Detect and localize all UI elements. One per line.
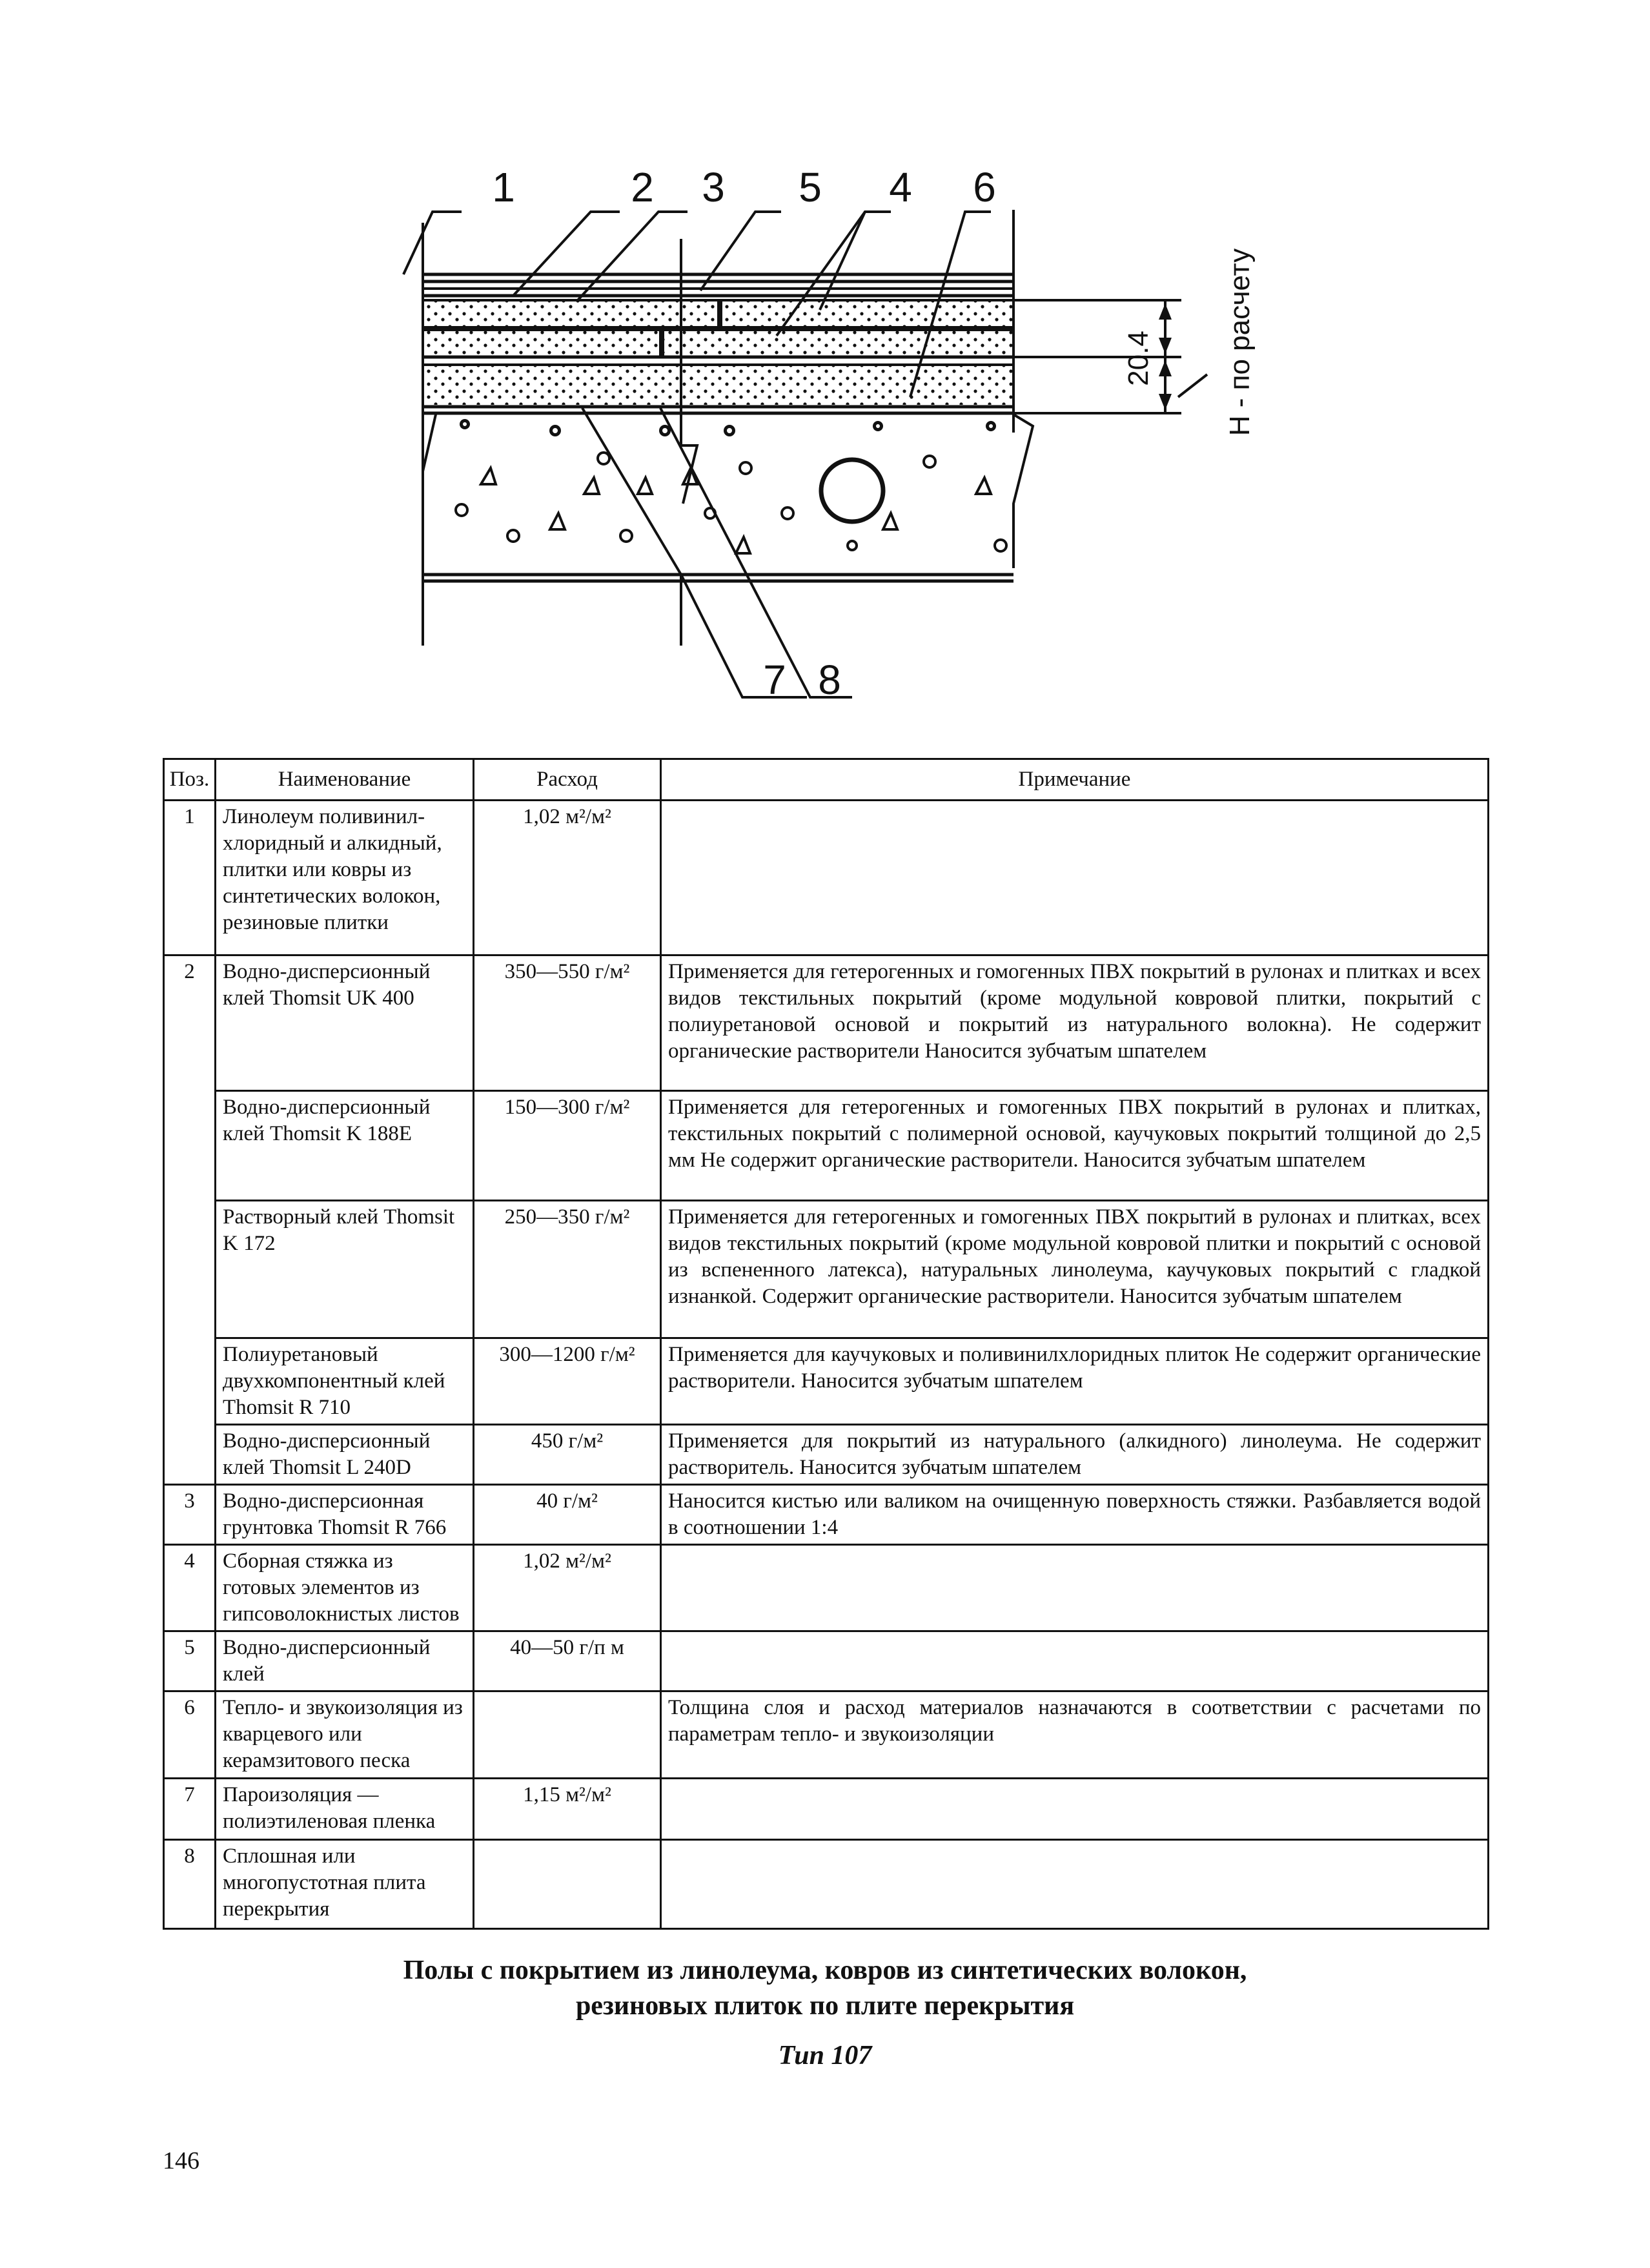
row-name: Сплошная или многопустотная плита перекрытия [216,1840,474,1929]
row-pos [164,1338,216,1425]
materials-table [163,758,1489,1930]
row-note: Применяется для каучуковых и поливинилхлоридных плиток Не содержит органические растворители. Наносится зубчатым шпателем [661,1338,1489,1425]
row-name: Тепло- и звукоизоляция из кварцевого или керамзитового песка [216,1691,474,1779]
row-name: Полиуретановый двухкомпонентный клей Thomsit R 710 [216,1338,474,1425]
row-name: Растворный клей Thomsit K 172 [216,1201,474,1338]
row-note: Применяется для гетерогенных и гомогенных ПВХ покрытий в рулонах и плитках и всех видов текстильных покрытий (кроме модульной ковровой плитки, покрытий с полиуретановой основой и покрытий из натурального волокна). Не содержит органические растворители Наносится зубчатым шпателем [661,955,1489,1091]
row-rate: 1,15 м²/м² [474,1779,661,1840]
row-name: Водно-дисперсионная грунтовка Thomsit R 766 [216,1485,474,1545]
callout-2: 2 [631,164,654,210]
row-pos: 8 [164,1840,216,1929]
row-rate: 300—1200 г/м² [474,1338,661,1425]
table-row [164,1201,1489,1338]
row-pos: 3 [164,1485,216,1545]
header-rate: Расход [474,759,661,801]
table-row [164,1840,1489,1929]
row-pos: 5 [164,1631,216,1691]
callout-8: 8 [818,657,841,703]
table-row [164,801,1489,955]
row-pos: 2 [164,955,216,1091]
table-row [164,1338,1489,1425]
row-pos [164,1201,216,1338]
row-note: Применяется для гетерогенных и гомогенных ПВХ покрытий в рулонах и плитках, всех видов текстильных покрытий (кроме модульной ковровой плитки и покрытий с основой из вспененного латекса), натуральных линолеума, каучуковых покрытий с гладкой изнанкой. Содержит органические растворители. Наносится зубчатым шпателем [661,1201,1489,1338]
table-row [164,1425,1489,1485]
row-note: Толщина слоя и расход материалов назначаются в соответствии с расчетами по параметрам тепло- и звукоизоляции [661,1691,1489,1779]
table-row [164,1691,1489,1779]
row-rate: 1,02 м²/м² [474,1545,661,1631]
row-rate: 40—50 г/п м [474,1631,661,1691]
callout-5: 5 [799,164,822,210]
row-name: Водно-дисперсионный клей Thomsit K 188E [216,1091,474,1201]
table-row [164,955,1489,1091]
floor-section-drawing [362,142,1291,723]
row-note: Применяется для покрытий из натурального (алкидного) линолеума. Не содержит растворитель. Наносится зубчатым шпателем [661,1425,1489,1485]
row-pos: 6 [164,1691,216,1779]
callout-7: 7 [763,657,786,703]
row-pos [164,1425,216,1485]
row-rate [474,1840,661,1929]
table-row [164,1091,1489,1201]
row-note [661,1779,1489,1840]
row-rate [474,1691,661,1779]
caption-line-2: резиновых плиток по плите перекрытия [575,1991,1075,2021]
row-rate: 40 г/м² [474,1485,661,1545]
floor-slab [423,414,1033,646]
insulation-sand [423,365,1013,405]
row-note [661,1840,1489,1929]
row-pos: 4 [164,1545,216,1631]
header-note: Примечание [661,759,1489,801]
row-name: Сборная стяжка из готовых элементов из гипсоволокнистых листов [216,1545,474,1631]
table-row [164,1485,1489,1545]
caption-line-1: Полы с покрытием из линолеума, ковров из синтетических волокон, [403,1956,1247,1985]
row-name: Пароизоляция — полиэтиленовая пленка [216,1779,474,1840]
row-note [661,801,1489,955]
table-row [164,1779,1489,1840]
row-name: Водно-дисперсионный клей Thomsit UK 400 [216,955,474,1091]
table-row [164,1631,1489,1691]
finish-layers [423,274,1013,296]
thickness-note: Н - по расчету [1224,248,1256,436]
row-note: Применяется для гетерогенных и гомогенных ПВХ покрытий в рулонах и плитках, текстильных покрытий с полимерной основой, каучуковых покрытий толщиной до 2,5 мм Не содержит органические растворители. Наносится зубчатым шпателем [661,1091,1489,1201]
page-number: 146 [163,2147,199,2174]
callout-6: 6 [973,164,996,210]
row-pos: 7 [164,1779,216,1840]
figure-caption [163,1953,1487,2101]
row-rate: 250—350 г/м² [474,1201,661,1338]
callout-4: 4 [889,164,912,210]
table-header-row [164,759,1489,801]
row-rate: 150—300 г/м² [474,1091,661,1201]
type-label: Тип 107 [778,2041,872,2070]
row-pos: 1 [164,801,216,955]
row-note [661,1545,1489,1631]
row-rate: 450 г/м² [474,1425,661,1485]
dimension-value: 20.4 [1123,331,1154,386]
row-rate: 350—550 г/м² [474,955,661,1091]
row-note [661,1631,1489,1691]
dimension-line [1013,300,1207,413]
table-row [164,1545,1489,1631]
row-name: Водно-дисперсионный клей [216,1631,474,1691]
row-pos [164,1091,216,1201]
row-name: Водно-дисперсионный клей Thomsit L 240D [216,1425,474,1485]
callout-3: 3 [702,164,725,210]
row-name: Линолеум поливинилхлоридный и алкидный, плитки или ковры из синтетических волокон, резиновые плитки [216,801,474,955]
header-pos: Поз. [164,759,216,801]
row-note: Наносится кистью или валиком на очищенную поверхность стяжки. Разбавляется водой в соотношении 1:4 [661,1485,1489,1545]
row-rate: 1,02 м²/м² [474,801,661,955]
header-name: Наименование [216,759,474,801]
callout-1: 1 [492,164,515,210]
